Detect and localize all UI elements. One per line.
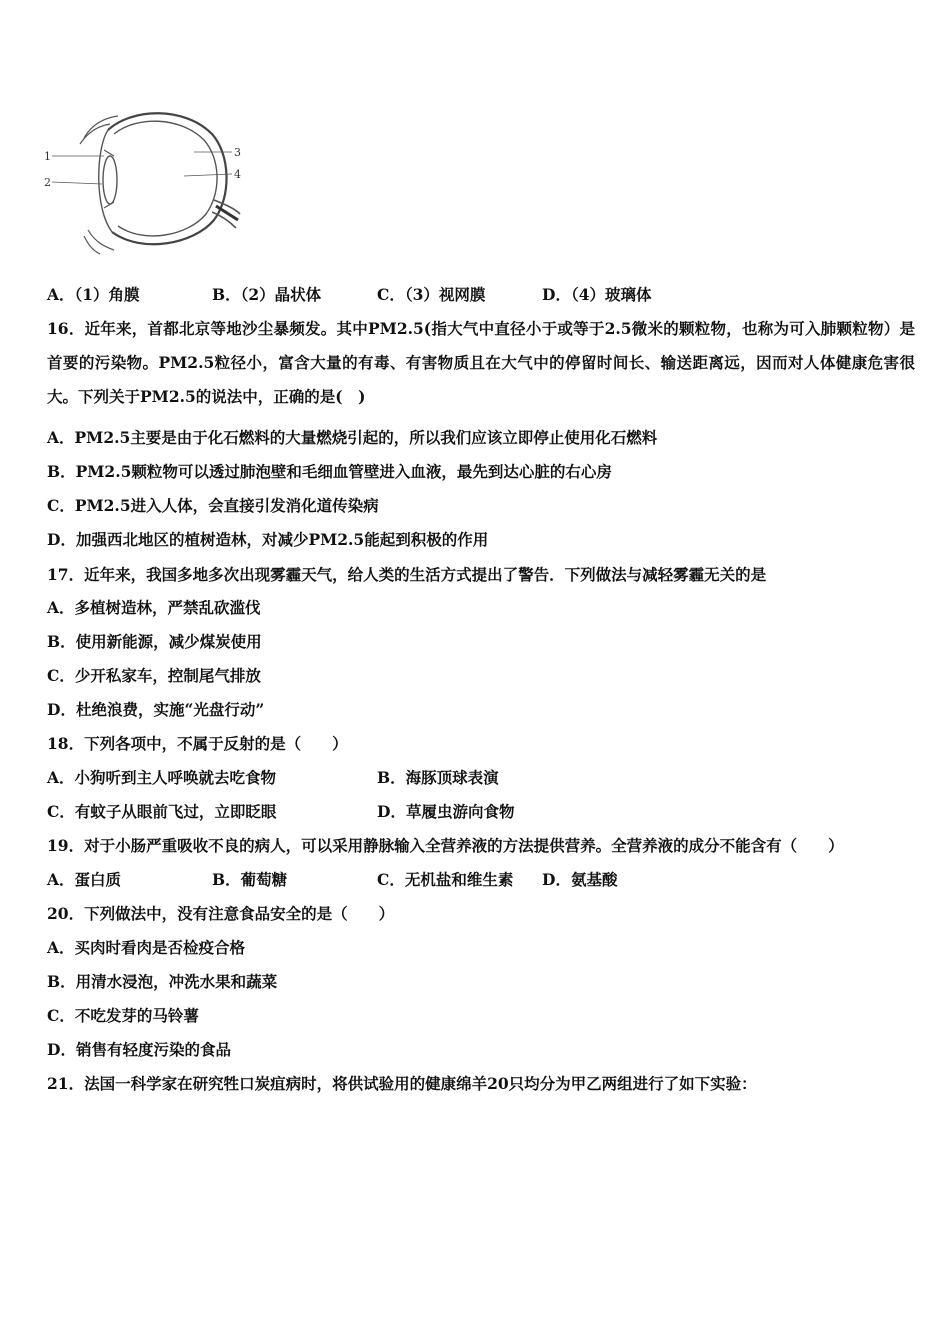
q17-option-b[interactable]: B．使用新能源，减少煤炭使用 [47, 632, 262, 651]
q19-option-d[interactable]: D．氨基酸 [542, 870, 618, 889]
q19-option-b[interactable]: B．葡萄糖 [212, 870, 288, 889]
q16-stem: 16．近年来，首都北京等地沙尘暴频发。其中PM2.5(指大气中直径小于或等于2.5微米的颗粒物，也称为可入肺颗粒物）是首要的污染物。PM2.5粒径小，富含大量的有毒、有害物质且在大气中的停留时间长、输送距离远，因而对人体健康危害很大。下列关于PM2.5的说法中，正确的是( ) [47, 319, 915, 406]
q15-option-d[interactable]: D．（4）玻璃体 [542, 285, 652, 304]
q20-option-d[interactable]: D．销售有轻度污染的食品 [47, 1040, 231, 1059]
q19-option-a[interactable]: A．蛋白质 [47, 870, 122, 889]
q18-options-row1 [47, 768, 917, 788]
q17-option-a[interactable]: A．多植树造林，严禁乱砍滥伐 [47, 598, 261, 617]
eyeball-diagram [44, 104, 250, 262]
q20-option-b[interactable]: B．用清水浸泡，冲洗水果和蔬菜 [47, 972, 278, 991]
q17-option-d[interactable]: D．杜绝浪费，实施“光盘行动” [47, 700, 265, 719]
figure-label-4: 4 [234, 168, 241, 181]
q20-option-a[interactable]: A．买肉时看肉是否检疫合格 [47, 938, 246, 957]
q16-option-c[interactable]: C．PM2.5进入人体，会直接引发消化道传染病 [47, 496, 379, 515]
q20-option-c[interactable]: C．不吃发芽的马铃薯 [47, 1006, 199, 1025]
q15-options [47, 285, 917, 305]
q21-stem: 21．法国一科学家在研究牲口炭疽病时，将供试验用的健康绵羊20只均分为甲乙两组进行了如下实验： [47, 1074, 757, 1093]
figure-label-2: 2 [44, 176, 51, 189]
q19-option-c[interactable]: C．无机盐和维生素 [377, 870, 514, 889]
q16-option-a[interactable]: A．PM2.5主要是由于化石燃料的大量燃烧引起的，所以我们应该立即停止使用化石燃料 [47, 428, 658, 447]
q18-option-d[interactable]: D．草履虫游向食物 [377, 802, 515, 821]
q18-options-row2 [47, 802, 917, 822]
q15-option-b[interactable]: B．（2）晶状体 [212, 285, 322, 304]
q18-option-a[interactable]: A．小狗听到主人呼唤就去吃食物 [47, 768, 277, 787]
q16-option-d[interactable]: D．加强西北地区的植树造林，对减少PM2.5能起到积极的作用 [47, 530, 489, 549]
q15-option-c[interactable]: C．（3）视网膜 [377, 285, 486, 304]
q16-option-b[interactable]: B．PM2.5颗粒物可以透过肺泡壁和毛细血管壁进入血液，最先到达心脏的右心房 [47, 462, 612, 481]
q17-option-c[interactable]: C．少开私家车，控制尾气排放 [47, 666, 261, 685]
q17-stem: 17．近年来，我国多地多次出现雾霾天气，给人类的生活方式提出了警告．下列做法与减轻雾霾无关的是 [47, 565, 767, 584]
q19-options [47, 870, 917, 890]
figure-label-1: 1 [44, 150, 51, 163]
q19-stem: 19．对于小肠严重吸收不良的病人，可以采用静脉输入全营养液的方法提供营养。全营养液的成分不能含有（ ） [47, 836, 844, 855]
figure-label-3: 3 [234, 146, 241, 159]
q15-option-a[interactable]: A．（1）角膜 [47, 285, 140, 304]
q18-option-b[interactable]: B．海豚顶球表演 [377, 768, 499, 787]
q18-option-c[interactable]: C．有蚊子从眼前飞过，立即眨眼 [47, 802, 277, 821]
q20-stem: 20．下列做法中，没有注意食品安全的是（ ） [47, 904, 395, 923]
q18-stem: 18．下列各项中，不属于反射的是（ ） [47, 734, 348, 753]
